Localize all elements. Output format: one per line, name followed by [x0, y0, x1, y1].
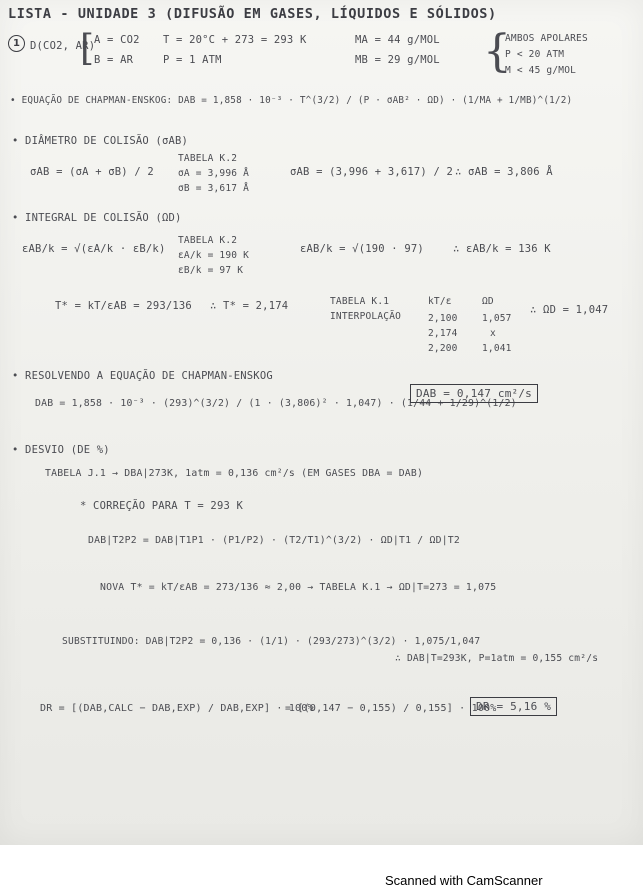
dr-result-box: DR = 5,16 %	[470, 697, 557, 716]
substitution-line: SUBSTITUINDO: DAB|T2P2 = 0,136 · (1/1) · (293/273)^(3/2) · 1,075/1,047	[62, 636, 481, 647]
correction-heading: * CORREÇÃO PARA T = 293 K	[80, 500, 244, 512]
interp-r1c2: 1,057	[482, 313, 512, 324]
temperature: T = 20°C + 273 = 293 K	[163, 34, 307, 46]
interp-r2c1: 2,174	[428, 328, 458, 339]
chapman-enskog-equation: • EQUAÇÃO DE CHAPMAN-ENSKOG: DAB = 1,858 · 10⁻³ · T^(3/2) / (P · σAB² · ΩD) · (1/MA + 1/MB)^(1/2)	[10, 95, 573, 106]
epsilon-a: εA/k = 190 K	[178, 250, 250, 261]
interp-col-omega: ΩD	[482, 296, 494, 307]
tstar-formula: T* = kT/εAB = 293/136	[55, 300, 192, 312]
system-label: D(CO2, AR)	[30, 40, 96, 52]
epsilon-result: ∴ εAB/k = 136 K	[453, 243, 551, 255]
dab-result-box: DAB = 0,147 cm²/s	[410, 384, 538, 403]
interp-r3c2: 1,041	[482, 343, 512, 354]
item-number: 1	[8, 35, 25, 52]
epsilon-b: εB/k = 97 K	[178, 265, 244, 276]
assumption-2: P < 20 ATM	[505, 49, 565, 60]
interp-r3c1: 2,200	[428, 343, 458, 354]
interp-r2c2: x	[490, 328, 496, 339]
component-b: B = AR	[94, 54, 134, 66]
interp-col-kt: kT/ε	[428, 296, 452, 307]
diameter-calc: σAB = (3,996 + 3,617) / 2	[290, 166, 454, 178]
integral-table: TABELA K.2	[178, 235, 238, 246]
diameter-result: ∴ σAB = 3,806 Å	[455, 166, 553, 178]
pressure: P = 1 ATM	[163, 54, 222, 66]
correction-formula: DAB|T2P2 = DAB|T1P1 · (P1/P2) · (T2/T1)^(3/2) · ΩD|T1 / ΩD|T2	[88, 535, 460, 546]
solving-heading: • RESOLVENDO A EQUAÇÃO DE CHAPMAN-ENSKOG	[12, 370, 273, 382]
epsilon-formula: εAB/k = √(εA/k · εB/k)	[22, 243, 166, 255]
scanner-watermark: Scanned with CamScanner	[385, 873, 543, 888]
interp-r1c1: 2,100	[428, 313, 458, 324]
dr-formula: DR = [(DAB,CALC − DAB,EXP) / DAB,EXP] · 100%	[40, 703, 314, 714]
assumptions-brace: {	[483, 26, 511, 77]
assumption-1: AMBOS APOLARES	[505, 33, 588, 44]
tabela-j1-line: TABELA J.1 → DBA|273K, 1atm = 0,136 cm²/s (EM GASES DBA = DAB)	[45, 468, 424, 479]
solving-calc: DAB = 1,858 · 10⁻³ · (293)^(3/2) / (1 · (3,806)² · 1,047) · (1/44 + 1/29)^(1/2)	[35, 398, 517, 409]
dr-calc: = [(0,147 − 0,155) / 0,155] · 100%	[285, 703, 497, 714]
component-a: A = CO2	[94, 34, 140, 46]
deviation-heading: • DESVIO (DE %)	[12, 444, 110, 456]
molar-mass-a: MA = 44 g/MOL	[355, 34, 440, 46]
sigma-b: σB = 3,617 Å	[178, 183, 250, 194]
epsilon-calc: εAB/k = √(190 · 97)	[300, 243, 424, 255]
page-title: LISTA - UNIDADE 3 (DIFUSÃO EM GASES, LÍQUIDOS E SÓLIDOS)	[8, 6, 497, 22]
assumption-3: M < 45 g/MOL	[505, 65, 577, 76]
left-bracket: [	[80, 28, 95, 69]
sigma-a: σA = 3,996 Å	[178, 168, 250, 179]
molar-mass-b: MB = 29 g/MOL	[355, 54, 440, 66]
new-tstar-line: NOVA T* = kT/εAB = 273/136 ≈ 2,00 → TABELA K.1 → ΩD|T=273 = 1,075	[100, 582, 497, 593]
integral-heading: • INTEGRAL DE COLISÃO (ΩD)	[12, 212, 182, 224]
substitution-result: ∴ DAB|T=293K, P=1atm = 0,155 cm²/s	[395, 653, 599, 664]
tabela-k1: TABELA K.1	[330, 296, 390, 307]
interpolation-label: INTERPOLAÇÃO	[330, 311, 402, 322]
diameter-table: TABELA K.2	[178, 153, 238, 164]
tstar-value: ∴ T* = 2,174	[210, 300, 289, 312]
diameter-heading: • DIÂMETRO DE COLISÃO (σAB)	[12, 135, 189, 147]
diameter-formula: σAB = (σA + σB) / 2	[30, 166, 154, 178]
omega-result: ∴ ΩD = 1,047	[530, 304, 609, 316]
